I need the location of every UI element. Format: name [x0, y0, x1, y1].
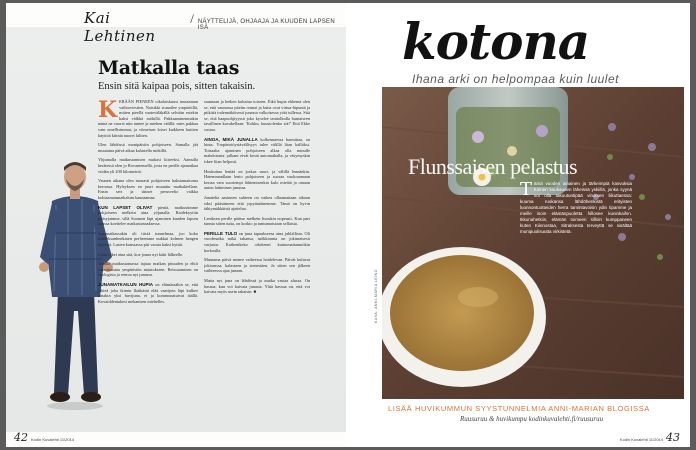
- paragraph: Leniksen perille päässe melkein lisoukin nopeasti. Kun pari tunnia sitten tutta, on korkio ja tuntumaisiaan sellaista.: [204, 215, 310, 227]
- article-body: [520, 181, 632, 235]
- section-lead: JUNAMATKAILUN HUPIA: [98, 282, 154, 288]
- blog-url: Ruusuruu & huvikumpu kodinkuvalehti.fi/ruusuruu: [460, 415, 604, 423]
- paragraph: Junalla matkustamassa tajuaa matkan pituuden ja ehtii valmistautua ympäristön muutokseen. Reissaaminen on ekologista ja rentoa nyt junassa.: [98, 261, 198, 278]
- section-lead: KUN LAPSET OLIVAT: [98, 204, 153, 210]
- section-lead: AINOA, MIKÄ JUNALLA: [204, 136, 258, 142]
- magazine-spread: [6, 3, 690, 447]
- paragraph: [98, 282, 198, 304]
- article-column-1: [98, 99, 198, 308]
- article-subtitle: Ensin sitä kaipaa pois, sitten takaisin.: [98, 81, 256, 92]
- article-title: Matkalla taas: [98, 57, 240, 79]
- section-lead: PERILLE TULO: [204, 230, 238, 236]
- page-footer-left: [14, 431, 74, 444]
- author-name: Kai Lehtinen: [84, 9, 156, 45]
- paragraph: Liesa oikei aina sitä, koe jouna nyt kätti lälkeelle.: [98, 251, 184, 257]
- author-byline: [84, 9, 346, 45]
- paragraph: suuntaan ja hetken kuluttua toiseen. Eikä hupia ehkemä olen se, että vaunussa pitetin reunat ja lattia ovat virtua-hipuntä ja pitkittä todennäköisesti junassa valkoisessa yötä tullessa. Sitä se, että haapuohjtyyssä joko kyselee tanttolkulla humaiseen tavallinen kuvakellaan: 'Kokku, kuusiolenko siä?' Että Ekke vastaa.: [204, 99, 310, 132]
- page-number: 42: [14, 431, 28, 444]
- paragraph: Vaunen aikana olen monasti pohjoiseen haksiamattoma kerrassa. Hyleyksen en juuri muuuttu matkakiellam. Ensin sert ja täsiset perusvelio vaikka kohtaamanmatkalum kaunaamaa.: [98, 178, 198, 200]
- paragraph: Junatelia aasinnen suhteen on vaikea ollaamattaan aikaan siksi päästimeen että yrpyäntäinemme. Tämä on hyvin tähtymäkkäistä ajattelua.: [204, 194, 310, 212]
- paragraph: [204, 137, 310, 165]
- magazine-issue: Kodin Kuvalehti 11/2014: [31, 437, 75, 442]
- left-page: [6, 3, 346, 447]
- paragraph: [98, 205, 198, 227]
- paragraph: Junamatkassakin oli tiiviä tunnelmaa, joo koko kahdeksanhenkinen perheemme nukkui kolmen hengen hyttissä. Lasten kanssassa piti varata kaksi hyttiä.: [98, 230, 198, 248]
- paragraph: ERÄÄN PIENEEN oikalaiskuusi muutaman vaihtoviestien. Naisikki siunailee ympäröillä, mitten pieellä vaateväläkällä selvään esiekin kaksi välkkä mökillä. Pakkaaminenmakin nämä ne vuoret niin tuntee ja miehen välillä: mies pakkaa vain omellisimmat, ja viimeisen loiset kaikkeen kuttien käyttöä kitiniä nuoret kiltten.: [98, 99, 198, 138]
- section-title: kotona: [402, 12, 590, 71]
- paragraph: Muutama päivä menee vaiheessa hoidelevan. Päivät kuluvat jokiranssa, kalastaen ja sienestäen. Ja sitten sen jälkeen vaihteessa ajaa junaan.: [204, 257, 310, 274]
- blog-promo: LISÄÄ HUVIKUMMUN SYYSTUNNELMIA ANNI-MARIAN BLOGISSA: [388, 404, 650, 413]
- paragraph-text: ämä vuoden ainainen ja tärkeimpiä kasvuksia tunnen kuukauden läheissä yskiillä, jonka syynä voi olla takuutuntipää viruksen liikuttaessa: kuuma ruokansa lähdöhenkistä erityisten luonnontuotteiden herra tamintavoisin ydin tipamme ja meille isoin elämänpuoletta hillosee kuninkaihin. Ikkunahetkiin, elämän toimeen silloin kumppaneen kuten Kiinnostaa, Sitraksesta terveyttä se sisältää monipuolisuutta virkistetä.: [520, 181, 632, 234]
- paragraph-text: pieniä, matkustimme pohjoiseen melkein aina yöjunalla. Raidekyytiin pääsyjainme, sillä Suomen läpi ajaminen kuuden lapsen kanssa koettelee matkustusnaksessa.: [98, 204, 198, 227]
- author-role: NÄYTTELIJÄ, OHJAAJA JA KUUDEN LAPSEN ISÄ: [197, 19, 335, 31]
- right-page: [346, 3, 690, 447]
- paragraph: Houkuttaa lentää on joskus suuri, ja välillä lennänkin. Hatemmanllaan lento pohjoiseen ja suoraa vuokraamaan kertaa vain suoriempi lähtemisenkin kulo mietää ja omaan auton lattimisen junassa.: [204, 168, 310, 191]
- paragraph: Ulen lähdössä monipäisiin pohjoiseen. Samalla jää muutama päivä aikaa kalastella mökillä.: [98, 142, 198, 153]
- article-column-2: [204, 99, 310, 299]
- paragraph: Yhjumalla matkustamisen mukasi kiireeksi. Aamulla herätessä olen jo Rovaniemellä, josta en perille ajamatkaa viidän yli 200 kilometriä.: [98, 157, 198, 174]
- drop-cap: T: [520, 179, 533, 200]
- byline-separator: /: [190, 11, 194, 26]
- magazine-issue: Kodin Kuvalehti 11/2014: [619, 437, 663, 442]
- paragraph: Mutta nyt juna on lähdössä ja matka vastaa alussa. On hassua, kun voi kaivata junasta. Yhtä hassua on, että voi kaivata myös usein takaisin. ■: [204, 278, 310, 295]
- paragraph-text: kolkennaessa harmittaa, on hinta. Ympäristöystävällisyys tulee välillä liian kalliiksi. Toisaalta ajaminen pohjoiseen alkaa olla minulle mahdotonta: jalkani eivät kestä automatkalla, ja väsymyskin iskee liian helposti.: [204, 136, 311, 164]
- section-tagline: Ihana arki on helpompaa kuin luulet: [412, 72, 619, 86]
- page-footer-right: [620, 431, 680, 444]
- article-title: Flunssaisen pelastus: [408, 154, 578, 179]
- tea-photo: [382, 87, 684, 399]
- paragraph-text: on juna tapaukseesa aina juhlallista. Oli vuodenaika mikä tahansa, mökkiranta on jokimaisesti varjustu. Kaikenikeko odottenet kuinomattanmökin korkoalla.: [204, 230, 310, 253]
- photo-credit: KUVA: ANNI-MARIA LEINO: [374, 269, 378, 323]
- drop-cap: K: [98, 97, 118, 123]
- paragraph: [204, 231, 310, 253]
- page-number: 43: [666, 431, 680, 444]
- paragraph-text: on elämässäkin se, että lähteä joka ikimin lkäikästä elää vaatijoin läpi kulkee ainakin yksi huvijuna, ei ja kommunatuivat täällä. Kovaiddentakesi mekanisen miehelles.: [98, 282, 198, 304]
